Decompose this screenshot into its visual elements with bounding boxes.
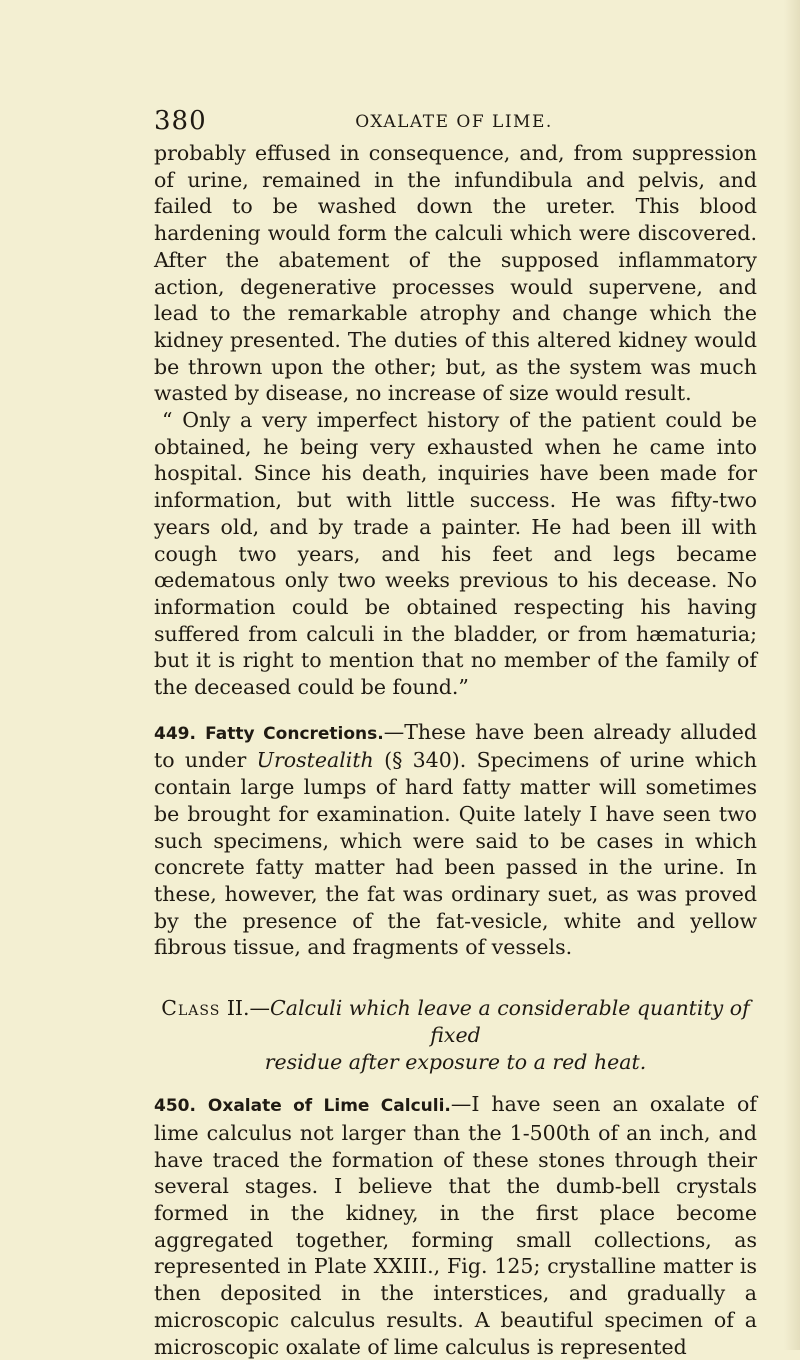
class-heading-line2: residue after exposure to a red heat. — [264, 1049, 647, 1074]
quoted-paragraph: “ Only a very imperfect history of the patient could be obtained, he being very exhausted when he came into hospital. Since his death, inquiries have been made for information, but with little success. He was fifty-two years old, and by trade a painter. He had been ill with cough two years, and his feet and legs became œdematous only two weeks previous to his decease. No information could be obtained respecting his having suffered from calculi in the bladder, or from hæmaturia; but it is right to mention that no member of the family of the deceased could be found.” — [154, 408, 757, 700]
section-number: 450. — [154, 1096, 196, 1117]
section-heading: Fatty Concretions. — [205, 723, 384, 744]
page-header — [154, 106, 754, 136]
section-number: 449. — [154, 723, 196, 744]
section-449 — [154, 719, 757, 961]
section-450 — [154, 1091, 757, 1360]
class-heading — [154, 995, 757, 1048]
section-reference: (§ 340). — [373, 748, 477, 773]
page-edge-shadow — [784, 0, 800, 1350]
page-number: 380 — [154, 106, 207, 136]
body-text — [154, 140, 757, 1360]
section-text: —These have been already alluded to under — [154, 719, 757, 773]
paragraph: probably effused in consequence, and, from suppression of urine, remained in the infundibula and pelvis, and failed to be washed down the ureter. This blood hardening would form the calculi which were discovered. After the abatement of the supposed inflammatory action, degenerative processes would supervene, and lead to the remarkable atrophy and change which the kidney presented. The duties of this altered kidney would be thrown upon the other; but, as the system was much wasted by disease, no increase of size would result. — [154, 141, 757, 406]
class-title: Calculi which leave a considerable quantity of fixed — [270, 996, 750, 1047]
class-numeral: II.— — [220, 996, 271, 1021]
class-label: Class — [161, 996, 221, 1021]
italic-term: Urostealith — [256, 748, 374, 773]
section-heading: Oxalate of Lime Calculi. — [207, 1096, 451, 1117]
section-text: —I have seen an oxalate of lime calculus not larger than the 1-500th of an inch, and have traced the formation of these stones through their several stages. I believe that the dumb-bell crystals formed in the kidney, in the first place become aggregated together, forming small collections, as represented in Plate XXIII., Fig. 125; crystalline matter is then deposited in the interstices, and gradually a microscopic calculus results. A beautiful specimen of a microscopic oxalate of lime calculus is represented — [154, 1092, 757, 1359]
running-title: OXALATE OF LIME. — [355, 112, 553, 132]
section-text: Specimens of urine which contain large lumps of hard fatty matter will sometimes be brought for examination. Quite lately I have seen two such specimens, which were said to be cases in which concrete fatty matter had been passed in the urine. In these, however, the fat was ordinary suet, as was proved by the presence of the fat-vesicle, white and yellow fibrous tissue, and fragments of vessels. — [154, 748, 757, 960]
